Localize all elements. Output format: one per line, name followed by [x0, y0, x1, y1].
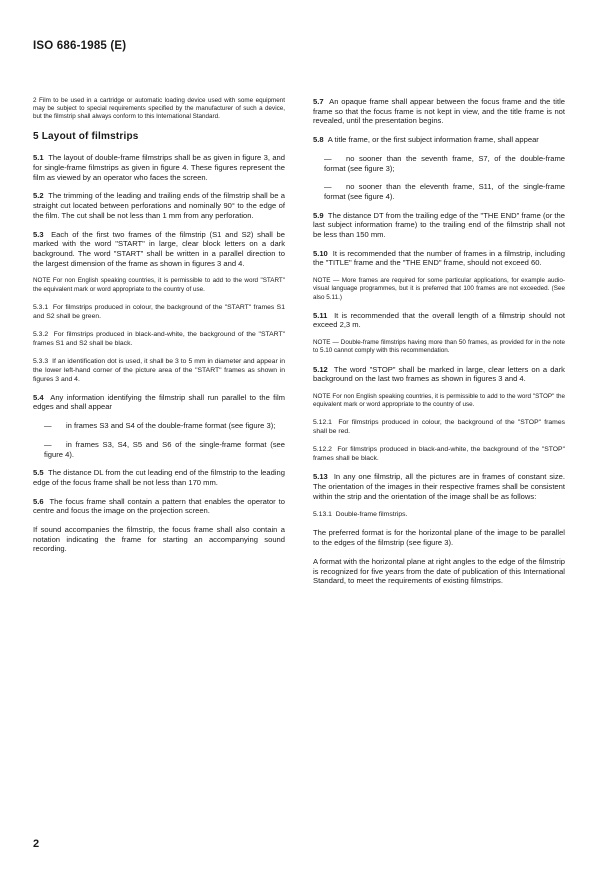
clause-5-6-continued: If sound accompanies the filmstrip, the focus frame shall also contain a notation indicating the frame for starting an accompanying sound recording.	[33, 525, 285, 554]
left-column	[33, 97, 285, 563]
clause-5-8: 5.8 A title frame, or the first subject information frame, shall appear	[313, 135, 539, 145]
clause-5-10: 5.10 It is recommended that the number of frames in a filmstrip, including the "TITLE" frame and the "THE END" frame, should not exceed 60.	[313, 248, 565, 268]
note-5-11: NOTE — Double-frame filmstrips having more than 50 frames, as provided for in the note to 5.10 cannot comply with this recommendation.	[313, 339, 565, 355]
clause-5-1: 5.1 The layout of double-frame filmstrips shall be as given in figure 3, and for single-frame filmstrips as given in figure 4. These figures represent the film as viewed by an operator who faces the screen.	[33, 153, 285, 182]
page-number: 2	[33, 838, 40, 850]
right-column	[313, 97, 565, 595]
clause-5-13-1-a: The preferred format is for the horizontal plane of the image to be parallel to the edges of the filmstrip (see figure 3).	[313, 528, 565, 548]
clause-5-4: 5.4 Any information identifying the filmstrip shall run parallel to the film edges and shall appear	[33, 392, 285, 412]
clause-5-3-1: 5.3.1 For filmstrips produced in colour, the background of the "START" frames S1 and S2 shall be green.	[33, 303, 285, 320]
clause-5-12-1: 5.12.1 For filmstrips produced in colour, the background of the "STOP" frames shall be red.	[313, 419, 565, 436]
clause-5-9: 5.9 The distance DT from the trailing edge of the "THE END" frame (or the last subject information frame) to the trailing end of the filmstrip shall not be less than 150 mm.	[313, 210, 565, 240]
clause-5-5: 5.5 The distance DL from the cut leading end of the filmstrip to the leading edge of the focus frame shall be not less than 170 mm.	[33, 468, 285, 487]
clause-5-11: 5.11 It is recommended that the overall length of a filmstrip should not exceed 2,3 m.	[313, 310, 565, 330]
clause-5-12-2: 5.12.2 For filmstrips produced in black-and-white, the background of the "STOP" frames shall be black.	[313, 446, 566, 463]
clause-5-2: 5.2 The trimming of the leading and trailing ends of the filmstrip shall be a straight cut located between perforations and nominally 90° to the edge of the film. The cut shall be not less than 1 mm from any perforation.	[33, 191, 285, 220]
footnote-2: 2 Film to be used in a cartridge or automatic loading device used with some equipment may be subject to special requirements specified by the manufacturer of such a device, but the filmstrip shall always conform to this International Standard.	[33, 97, 285, 121]
clause-5-3-2: 5.3.2 For filmstrips produced in black-and-white, the background of the "START" frames S1 and S2 shall be black.	[33, 330, 286, 347]
list-item-5-8-a: — no sooner than the seventh frame, S7, of the double-frame format (see figure 3);	[324, 153, 565, 173]
clause-5-13-1: 5.13.1 Double-frame filmstrips.	[313, 511, 408, 519]
clause-5-7: 5.7 An opaque frame shall appear between the focus frame and the title frame so that the focus frame is not kept in view, and the title frame is not revealed, until the presentation begins.	[313, 97, 565, 126]
clause-5-3-3: 5.3.3 If an identification dot is used, it shall be 3 to 5 mm in diameter and appear in the lower left-hand corner of the picture area of the "START" frames as shown in figures 3 and 4.	[33, 357, 286, 383]
clause-5-12: 5.12 The word "STOP" shall be marked in large, clear letters on a dark background on the last two frames as shown in figures 3 and 4.	[313, 364, 565, 384]
section-5-heading: 5 Layout of filmstrips	[33, 130, 139, 142]
list-item-5-8-b: — no sooner than the eleventh frame, S11, of the single-frame format (see figure 4).	[324, 182, 565, 201]
note-5-3: NOTE For non English speaking countries, it is permissible to add to the word "START" the equivalent mark or word appropriate to the country of use.	[33, 277, 285, 293]
note-5-12: NOTE For non English speaking countries, it is permissible to add to the word "STOP" the equivalent mark or word appropriate to the country of use.	[313, 392, 565, 409]
clause-5-3: 5.3 Each of the first two frames of the filmstrip (S1 and S2) shall be marked with the word "START" in large, clear block letters on a dark background. The word "START" shall be written in a parallel direction to the largest dimension of the frame as shown in figures 3 and 4.	[33, 229, 285, 268]
document-header: ISO 686-1985 (E)	[33, 40, 127, 52]
list-item-5-4-b: — in frames S3, S4, S5 and S6 of the single-frame format (see figure 4).	[44, 439, 285, 459]
clause-5-13: 5.13 In any one filmstrip, all the pictures are in frames of constant size. The orientation of the images in their respective frames shall be consistent within the strip and the orientation of the image shall be as follows:	[313, 472, 565, 501]
clause-5-13-1-b: A format with the horizontal plane at right angles to the edge of the filmstrip is recognized for five years from the date of publication of this International Standard, to meet the requirements of existing filmstrips.	[313, 556, 565, 586]
clause-5-6: 5.6 The focus frame shall contain a pattern that enables the operator to centre and focus the image on the projection screen.	[33, 496, 285, 516]
list-item-5-4-a: — in frames S3 and S4 of the double-frame format (see figure 3);	[44, 421, 276, 431]
note-5-10: NOTE — More frames are required for some particular applications, for example audio-visual language programmes, but it is preferred that 100 frames are not exceeded. (See also 5.11.)	[313, 277, 565, 301]
